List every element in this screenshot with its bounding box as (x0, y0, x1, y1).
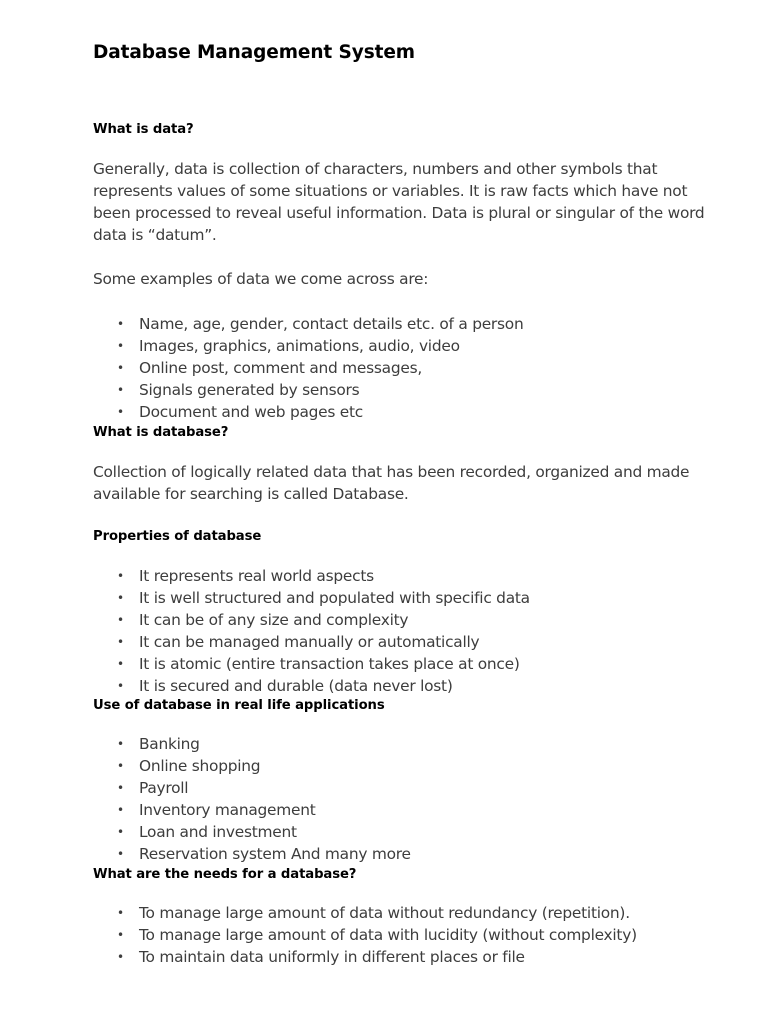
list-item (93, 947, 637, 969)
list-item (93, 925, 637, 947)
list-item (93, 566, 530, 588)
heading-what-is-data: What is data? (93, 122, 194, 137)
list-item (93, 358, 523, 380)
paragraph-data-definition: Generally, data is collection of characters, numbers and other symbols that represents values of some situations or variables. It is raw facts which have not been processed to reveal useful information. Data is plural or singular of the word data is “datum”. (93, 160, 705, 244)
bullet-icon: • (117, 678, 124, 693)
heading-uses: Use of database in real life applications (93, 698, 385, 713)
bullet-icon: • (117, 404, 124, 419)
bullet-icon: • (117, 780, 124, 795)
list-item-text: Online post, comment and messages, (139, 358, 422, 377)
list-uses (93, 734, 411, 865)
paragraph-database-definition: Collection of logically related data that has been recorded, organized and made available for searching is called Database. (93, 463, 690, 503)
list-item-text: Online shopping (139, 756, 261, 775)
list-item (93, 610, 530, 632)
bullet-icon: • (117, 949, 124, 964)
list-item-text: Reservation system And many more (139, 844, 411, 863)
paragraph-examples-intro: Some examples of data we come across are: (93, 270, 429, 288)
list-item (93, 676, 530, 698)
list-item-text: It is atomic (entire transaction takes place at once) (139, 654, 520, 673)
list-item (93, 336, 523, 358)
bullet-icon: • (117, 906, 124, 920)
list-item-text: To maintain data uniformly in different places or file (139, 947, 525, 966)
list-item-text: Images, graphics, animations, audio, video (139, 336, 460, 355)
list-item (93, 402, 523, 424)
bullet-icon: • (117, 317, 124, 331)
bullet-icon: • (117, 824, 124, 839)
page-title: Database Management System (93, 42, 415, 63)
heading-needs: What are the needs for a database? (93, 867, 357, 882)
list-item-text: Inventory management (139, 800, 316, 819)
list-item-text: To manage large amount of data with lucidity (without complexity) (139, 925, 637, 944)
list-item-text: It is secured and durable (data never lost) (139, 676, 453, 695)
list-item-text: It can be managed manually or automatically (139, 632, 480, 651)
list-item-text: It can be of any size and complexity (139, 610, 409, 629)
list-item-text: Name, age, gender, contact details etc. of a person (139, 315, 524, 333)
heading-what-is-database: What is database? (93, 425, 229, 440)
bullet-icon: • (117, 802, 124, 817)
bullet-icon: • (117, 612, 124, 627)
heading-properties: Properties of database (93, 529, 262, 544)
list-item (93, 588, 530, 610)
bullet-icon: • (117, 569, 124, 583)
list-item (93, 314, 523, 336)
list-item-text: Signals generated by sensors (139, 380, 360, 399)
list-item (93, 800, 411, 822)
list-item (93, 380, 523, 402)
bullet-icon: • (117, 338, 124, 353)
list-item (93, 844, 411, 866)
list-item-text: To manage large amount of data without redundancy (repetition). (139, 904, 630, 922)
list-item-text: It is well structured and populated with specific data (139, 588, 530, 607)
list-item-text: It represents real world aspects (139, 567, 374, 585)
list-item (93, 632, 530, 654)
list-item-text: Payroll (139, 778, 189, 797)
bullet-icon: • (117, 927, 124, 942)
bullet-icon: • (117, 758, 124, 773)
list-item (93, 903, 637, 925)
list-item-text: Document and web pages etc (139, 402, 364, 421)
list-item-text: Banking (139, 735, 200, 753)
bullet-icon: • (117, 634, 124, 649)
bullet-icon: • (117, 656, 124, 671)
list-needs (93, 903, 637, 969)
list-item (93, 756, 411, 778)
list-item (93, 822, 411, 844)
bullet-icon: • (117, 737, 124, 751)
bullet-icon: • (117, 382, 124, 397)
list-data-examples (93, 314, 523, 424)
bullet-icon: • (117, 360, 124, 375)
bullet-icon: • (117, 846, 124, 861)
list-properties (93, 566, 530, 697)
list-item-text: Loan and investment (139, 822, 297, 841)
list-item (93, 778, 411, 800)
list-item (93, 734, 411, 756)
list-item (93, 654, 530, 676)
bullet-icon: • (117, 590, 124, 605)
